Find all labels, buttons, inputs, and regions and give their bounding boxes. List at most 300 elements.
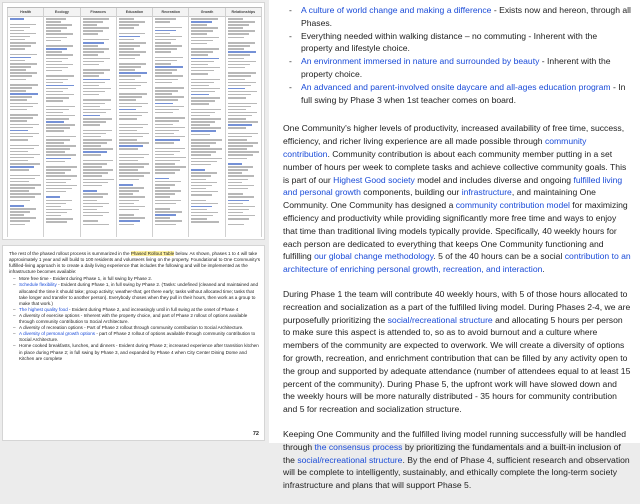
table-text-line (228, 158, 248, 160)
table-text-line (46, 118, 69, 120)
table-text-line (46, 30, 61, 32)
table-text-line (155, 166, 186, 168)
table-text-line (228, 18, 243, 20)
table-column-header: Relationships (226, 8, 261, 17)
table-column-header: Finances (81, 8, 116, 17)
table-text-line (155, 120, 179, 122)
table-text-line (228, 145, 253, 147)
table-text-line (155, 112, 173, 114)
table-text-line (83, 133, 107, 135)
rollout-list-item: – The highest quality food - Evident during Phase 2, and increasingly until in full swing at the onset of Phase 4 (19, 307, 261, 313)
table-text-line (155, 45, 182, 47)
table-text-line (119, 124, 148, 126)
table-text-line (10, 175, 40, 177)
table-text-line (119, 172, 150, 174)
table-text-line (83, 212, 109, 214)
table-text-line (119, 163, 150, 165)
table-text-line (119, 112, 148, 114)
table-text-line (10, 48, 25, 50)
table-column (226, 8, 262, 237)
table-text-line (46, 75, 74, 77)
rollout-list-item: – Schedule flexibility - Evident during Phase 1, in full swing by Phase 2. (Tasks: undefined (cleaned and maintained and allocated the time it should take; group activity; weather-that; get there early; tasks without allocated time; tasks that take longer and transfer to another person). Everybody choses when they pull in their hours, then work as a group to make that work.) (19, 282, 261, 306)
table-text-line (83, 130, 112, 132)
table-text-line (228, 75, 251, 77)
social-recreational-structure-link[interactable]: social/recreational structure (387, 314, 493, 325)
table-text-line (119, 175, 144, 177)
table-text-line (155, 224, 176, 226)
table-text-line (228, 196, 255, 198)
table-text-line (83, 42, 104, 44)
table-text-line (191, 88, 220, 90)
table-text-line (119, 82, 147, 84)
table-text-line (10, 33, 36, 35)
table-text-line (119, 45, 140, 47)
table-text-line (191, 30, 212, 32)
phase-item-link[interactable]: An advanced and parent-involved onsite daycare and all-ages education program (301, 81, 611, 92)
table-text-line (228, 212, 244, 214)
rollout-intro: The rest of the phased rollout process is summarized in the Phased Rollout Table below. As shown, phases 1 to 4 will take approximately 1 year and will build to 100 residents and volunteers living on the property. Foundational to One Community's fulfilled-living approach is to create a daily living experience that includes the following and will be implemented as the infrastructure becomes available: (9, 251, 261, 275)
table-text-line (83, 179, 114, 181)
table-text-line (119, 196, 145, 198)
table-text-line (191, 94, 209, 96)
table-text-line (155, 106, 184, 108)
table-text-line (119, 169, 138, 171)
table-text-line (119, 103, 148, 105)
table-text-line (46, 37, 67, 39)
table-text-line (228, 169, 248, 171)
table-text-line (155, 181, 181, 183)
table-text-line (155, 93, 172, 95)
table-text-line (10, 178, 35, 180)
table-text-line (10, 187, 35, 189)
table-text-line (155, 187, 169, 189)
table-text-line (191, 145, 210, 147)
table-text-line (46, 100, 63, 102)
table-text-line (46, 18, 66, 20)
consensus-paragraph: Keeping One Community and the fulfilled living model running successfully will be handled through the consensus process by prioritizing the fundamentals and a built-in inclusion of the social/recreational structure. By the end of Phase 4, sufficient research and observation will be complete to intelligently, sustainably, and ethically complete the long-term society infrastructure and plans that will support Phase 5. (283, 428, 630, 491)
table-text-line (83, 48, 110, 50)
table-text-line (155, 27, 182, 29)
table-text-line (191, 27, 218, 29)
table-text-line (46, 136, 75, 138)
table-text-line (155, 217, 170, 219)
table-text-line (46, 148, 70, 150)
table-text-line (228, 154, 253, 156)
phase-list-item: - An advanced and parent-involved onsite daycare and all-ages education program - In full swing by Phase 3 when 1st teacher comes on board. (301, 81, 631, 107)
rollout-list-item: – A diversity of recreation options - Part of Phase 2 rollout through community contribution to Social Architecture. (19, 325, 261, 331)
social-recreational-structure-link-2[interactable]: social/recreational structure (297, 454, 403, 465)
table-text-line (10, 157, 34, 159)
table-text-line (191, 164, 211, 166)
table-text-line (155, 87, 183, 89)
consensus-process-link[interactable]: the consensus process (314, 441, 403, 452)
table-text-line (83, 18, 109, 20)
table-text-line (119, 160, 138, 162)
table-text-line (46, 27, 66, 29)
table-text-line (191, 139, 221, 141)
table-text-line (228, 97, 246, 99)
table-text-line (83, 61, 105, 63)
table-text-line (119, 214, 134, 216)
table-text-line (83, 185, 103, 187)
table-text-line (155, 157, 186, 159)
rollout-item-link[interactable]: The highest quality food (19, 306, 68, 312)
table-text-line (155, 96, 184, 98)
fulfilled-living-link[interactable]: fulfilled living and personal growth (283, 174, 623, 198)
table-text-line (191, 127, 221, 129)
table-text-line (228, 48, 244, 50)
global-change-methodology-link[interactable]: our global change methodology (314, 251, 434, 262)
table-text-line (155, 42, 171, 44)
table-text-line (155, 184, 175, 186)
table-text-line (119, 220, 140, 222)
table-text-line (191, 82, 214, 84)
table-text-line (83, 24, 98, 26)
table-text-line (155, 48, 177, 50)
table-text-line (83, 115, 101, 117)
table-column-header: Ecology (44, 8, 79, 17)
table-text-line (155, 82, 172, 84)
table-text-line (10, 224, 25, 226)
table-text-line (83, 124, 101, 126)
table-text-line (10, 66, 31, 68)
table-text-line (119, 27, 134, 29)
table-text-line (228, 139, 247, 141)
table-text-line (155, 193, 175, 195)
table-text-line (191, 100, 214, 102)
table-text-line (46, 139, 70, 141)
table-text-line (191, 200, 206, 202)
table-text-line (10, 193, 41, 195)
table-text-line (10, 106, 33, 108)
table-text-line (155, 154, 174, 156)
table-text-line (46, 188, 71, 190)
table-text-line (46, 161, 65, 163)
table-text-line (191, 134, 210, 136)
table-text-line (155, 178, 169, 180)
table-text-line (228, 203, 243, 205)
table-text-line (155, 21, 170, 23)
phased-rollout-table-link[interactable]: Phased Rollout Table (130, 251, 175, 256)
table-text-line (228, 82, 257, 84)
table-text-line (119, 118, 137, 120)
table-text-line (46, 221, 67, 223)
table-text-line (10, 42, 36, 44)
table-text-line (155, 139, 179, 141)
table-text-line (46, 48, 67, 50)
table-text-line (10, 211, 30, 213)
table-text-line (191, 191, 217, 193)
table-text-line (83, 106, 100, 108)
table-column (7, 8, 44, 237)
table-text-line (119, 193, 133, 195)
table-text-line (191, 182, 217, 184)
table-text-line (191, 24, 206, 26)
table-text-line (10, 205, 24, 207)
table-text-line (10, 75, 32, 77)
table-text-line (83, 209, 98, 211)
table-text-line (10, 109, 27, 111)
table-column (117, 8, 153, 237)
table-text-line (191, 209, 206, 211)
table-text-line (191, 179, 205, 181)
table-text-line (155, 51, 171, 53)
table-text-line (83, 142, 107, 144)
table-text-line (155, 148, 185, 150)
table-text-line (119, 127, 143, 129)
community-contribution-link[interactable]: community contribution (283, 136, 587, 159)
table-text-line (228, 85, 251, 87)
table-text-line (46, 106, 74, 108)
table-text-line (228, 58, 245, 60)
table-text-line (10, 160, 28, 162)
table-text-line (228, 133, 258, 135)
table-text-line (10, 130, 28, 132)
table-text-line (155, 69, 177, 71)
table-text-line (46, 115, 75, 117)
table-text-line (46, 142, 64, 144)
table-text-line (83, 175, 102, 177)
table-text-line (83, 206, 103, 208)
table-text-line (155, 72, 172, 74)
table-column-header: Health (8, 8, 43, 17)
table-text-line (155, 18, 176, 20)
table-text-line (228, 218, 250, 220)
table-text-line (228, 106, 252, 108)
table-text-line (228, 33, 250, 35)
table-text-line (119, 139, 137, 141)
table-column-header: Growth (189, 8, 224, 17)
table-text-line (228, 185, 254, 187)
table-text-line (191, 158, 222, 160)
table-text-line (83, 58, 110, 60)
table-text-line (10, 120, 27, 122)
table-text-line (191, 21, 212, 23)
table-text-line (119, 42, 146, 44)
table-text-line (228, 37, 244, 39)
table-text-line (46, 154, 76, 156)
table-text-line (83, 163, 108, 165)
table-text-line (155, 109, 178, 111)
table-text-line (228, 121, 258, 123)
table-text-line (83, 88, 111, 90)
table-text-line (10, 139, 28, 141)
table-text-line (46, 94, 74, 96)
table-text-line (228, 67, 245, 69)
table-text-line (83, 203, 109, 205)
table-text-line (228, 163, 242, 165)
table-text-line (228, 193, 243, 195)
table-text-line (155, 99, 178, 101)
table-text-line (228, 188, 249, 190)
table-text-line (46, 112, 63, 114)
table-text-line (155, 124, 173, 126)
table-text-line (10, 63, 37, 65)
table-text-line (191, 37, 218, 39)
highest-good-society-link[interactable]: Highest Good society (333, 174, 415, 185)
table-text-line (46, 67, 68, 69)
table-text-line (119, 130, 137, 132)
table-text-line (228, 124, 252, 126)
table-text-line (46, 91, 63, 93)
table-text-line (10, 79, 26, 81)
table-text-line (83, 139, 113, 141)
rollout-item-link[interactable]: Schedule flexibility (19, 282, 57, 288)
table-text-line (10, 196, 35, 198)
table-text-line (10, 136, 33, 138)
table-column-header: Recreation (153, 8, 188, 17)
table-text-line (228, 115, 252, 117)
table-text-line (10, 208, 36, 210)
table-text-line (10, 18, 24, 20)
table-text-line (83, 79, 111, 81)
table-text-line (191, 112, 215, 114)
table-text-line (155, 208, 170, 210)
social-architecture-link[interactable]: contribution to an architecture of enriching personal growth, recreation, and interaction (283, 251, 631, 275)
table-text-line (191, 51, 213, 53)
table-text-line (83, 215, 104, 217)
table-text-line (10, 84, 38, 86)
table-text-line (46, 203, 66, 205)
table-text-line (10, 69, 26, 71)
table-text-line (83, 21, 103, 23)
table-text-line (83, 33, 98, 35)
table-text-line (83, 99, 111, 101)
community-contribution-model-link[interactable]: community contribution model (455, 200, 570, 211)
table-text-line (83, 82, 105, 84)
table-text-line (119, 145, 143, 147)
table-text-line (119, 88, 136, 90)
table-text-line (10, 57, 31, 59)
table-text-line (119, 203, 134, 205)
table-text-line (10, 145, 39, 147)
table-text-line (228, 118, 246, 120)
table-text-line (46, 145, 76, 147)
table-text-line (191, 124, 209, 126)
table-text-line (119, 99, 136, 101)
table-text-line (155, 130, 179, 132)
table-text-line (228, 103, 257, 105)
table-text-line (46, 200, 72, 202)
table-text-line (191, 43, 207, 45)
table-text-line (46, 70, 62, 72)
table-text-line (83, 30, 104, 32)
table-text-line (10, 90, 26, 92)
table-text-line (119, 96, 142, 98)
table-text-line (228, 224, 244, 226)
table-text-line (228, 127, 247, 129)
table-text-line (155, 30, 176, 32)
table-text-line (119, 224, 134, 226)
table-text-line (10, 217, 36, 219)
table-text-line (83, 190, 97, 192)
rollout-table-thumbnail (2, 2, 265, 240)
table-text-line (191, 148, 222, 150)
table-text-line (191, 85, 208, 87)
table-text-line (83, 85, 100, 87)
table-text-line (10, 36, 30, 38)
table-text-line (228, 94, 251, 96)
infrastructure-link[interactable]: infrastructure (461, 187, 512, 198)
table-text-line (10, 124, 39, 126)
table-text-line (119, 106, 142, 108)
table-text-line (10, 60, 25, 62)
table-text-line (228, 209, 249, 211)
table-text-line (46, 175, 77, 177)
table-text-line (46, 61, 62, 63)
table-text-line (191, 161, 216, 163)
table-text-line (10, 54, 37, 56)
phase-item-link[interactable]: A culture of world change and making a difference (301, 5, 492, 15)
table-text-line (155, 203, 176, 205)
table-text-line (46, 151, 64, 153)
rollout-list-item: – A diversity of personal growth options - part of Phase 2 rollout of options available through community contribution to Social Architecture. (19, 331, 261, 343)
table-text-line (119, 69, 135, 71)
table-text-line (119, 209, 140, 211)
table-text-line (83, 121, 106, 123)
table-text-line (228, 27, 244, 29)
table-text-line (228, 88, 246, 90)
table-text-line (83, 91, 106, 93)
table-text-line (228, 54, 250, 56)
table-text-line (10, 163, 40, 165)
table-text-line (228, 45, 250, 47)
table-text-line (155, 136, 185, 138)
table-text-line (119, 66, 141, 68)
table-text-line (83, 145, 101, 147)
table-text-line (191, 70, 214, 72)
phase-feature-list (283, 4, 631, 106)
rollout-item-link[interactable]: A diversity of personal growth options (19, 331, 96, 337)
table-text-line (191, 169, 205, 171)
table-text-line (191, 33, 207, 35)
table-text-line (83, 172, 108, 174)
table-text-line (83, 151, 107, 153)
table-text-line (155, 57, 183, 59)
table-text-line (46, 33, 72, 35)
table-text-line (228, 200, 249, 202)
table-text-line (83, 160, 113, 162)
table-text-line (119, 79, 136, 81)
table-column (189, 8, 225, 237)
table-text-line (83, 220, 98, 222)
phase-item-link[interactable]: An environment immersed in nature and surrounded by beauty (301, 56, 540, 67)
table-column (81, 8, 117, 237)
table-text-line (155, 211, 182, 213)
table-text-line (10, 30, 24, 32)
rollout-table (7, 7, 262, 237)
table-text-line (228, 21, 255, 23)
table-text-line (228, 215, 255, 217)
table-text-line (46, 185, 77, 187)
table-text-line (119, 93, 147, 95)
table-text-line (83, 224, 110, 226)
table-text-line (10, 114, 38, 116)
table-text-line (10, 39, 25, 41)
table-text-line (228, 109, 246, 111)
table-text-line (83, 112, 106, 114)
table-text-line (228, 182, 243, 184)
table-text-line (155, 196, 170, 198)
table-text-line (46, 21, 60, 23)
table-text-line (46, 88, 68, 90)
table-text-line (83, 182, 108, 184)
table-column-header: Education (117, 8, 152, 17)
rollout-list-item: – More free time - Evident during Phase 1, in full swing by Phase 2. (19, 276, 261, 282)
table-text-line (83, 148, 113, 150)
table-text-line (10, 148, 34, 150)
phase-list-item: - A culture of world change and making a difference - Exists now and hereon, through all Phases. (301, 4, 631, 30)
